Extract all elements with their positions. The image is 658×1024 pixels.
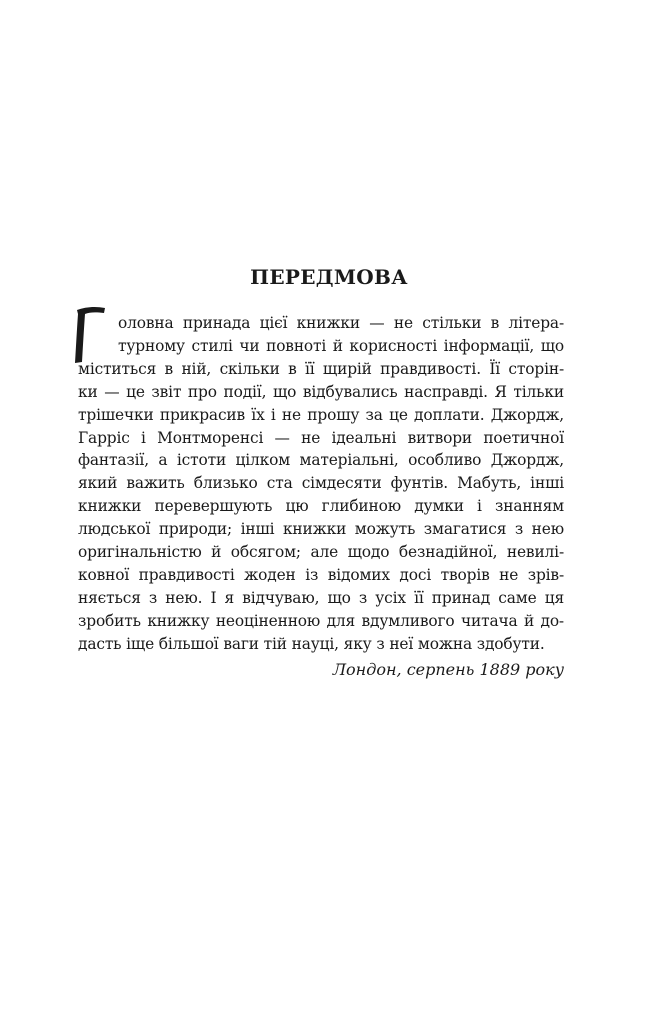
body-line-10: людської природи; інші книжки можуть змагатися з нею [78,520,564,539]
body-line-9: книжки перевершують цю глибиною думки і знанням [78,497,564,516]
body-line-6: Гарріс і Монтморенсі — не ідеальні витвори поетичної [78,428,564,447]
body-line-3: міститься в ній, скільки в її щирій правдивості. Її сторін- [78,359,564,378]
body-line-4: ки — це звіт про події, що відбувались насправді. Я тільки [78,382,564,401]
body-line-11: оригінальністю й обсягом; але щодо безнадійної, невилі- [78,543,564,562]
page-heading: ПЕРЕДМОВА [250,265,408,289]
body-line-12: ковної правдивості жоден із відомих досі творів не зрів- [78,565,564,584]
body-line-13: няється з нею. І я відчуваю, що з усіх її принад саме ця [78,588,564,607]
body-line-1: оловна принада цієї книжки — не стільки в літера- [118,314,564,332]
body-line-5: трішечки прикрасив їх і не прошу за це доплати. Джордж, [78,405,564,424]
body-line-15: дасть іще більшої ваги тій науці, яку з неї можна здобути. [78,634,545,653]
body-line-7: фантазії, а істоти цілком матеріальні, особливо Джордж, [78,451,564,470]
preface-body [78,312,564,656]
body-line-8: який важить близько ста сімдесяти фунтів. Мабуть, інші [78,474,564,493]
body-line-2: турному стилі чи повноті й корисності інформації, що [118,336,564,355]
signature-place-date: Лондон, серпень 1889 року [332,660,564,679]
body-line-14: зробить книжку неоціненною для вдумливого читача й до- [78,611,564,630]
